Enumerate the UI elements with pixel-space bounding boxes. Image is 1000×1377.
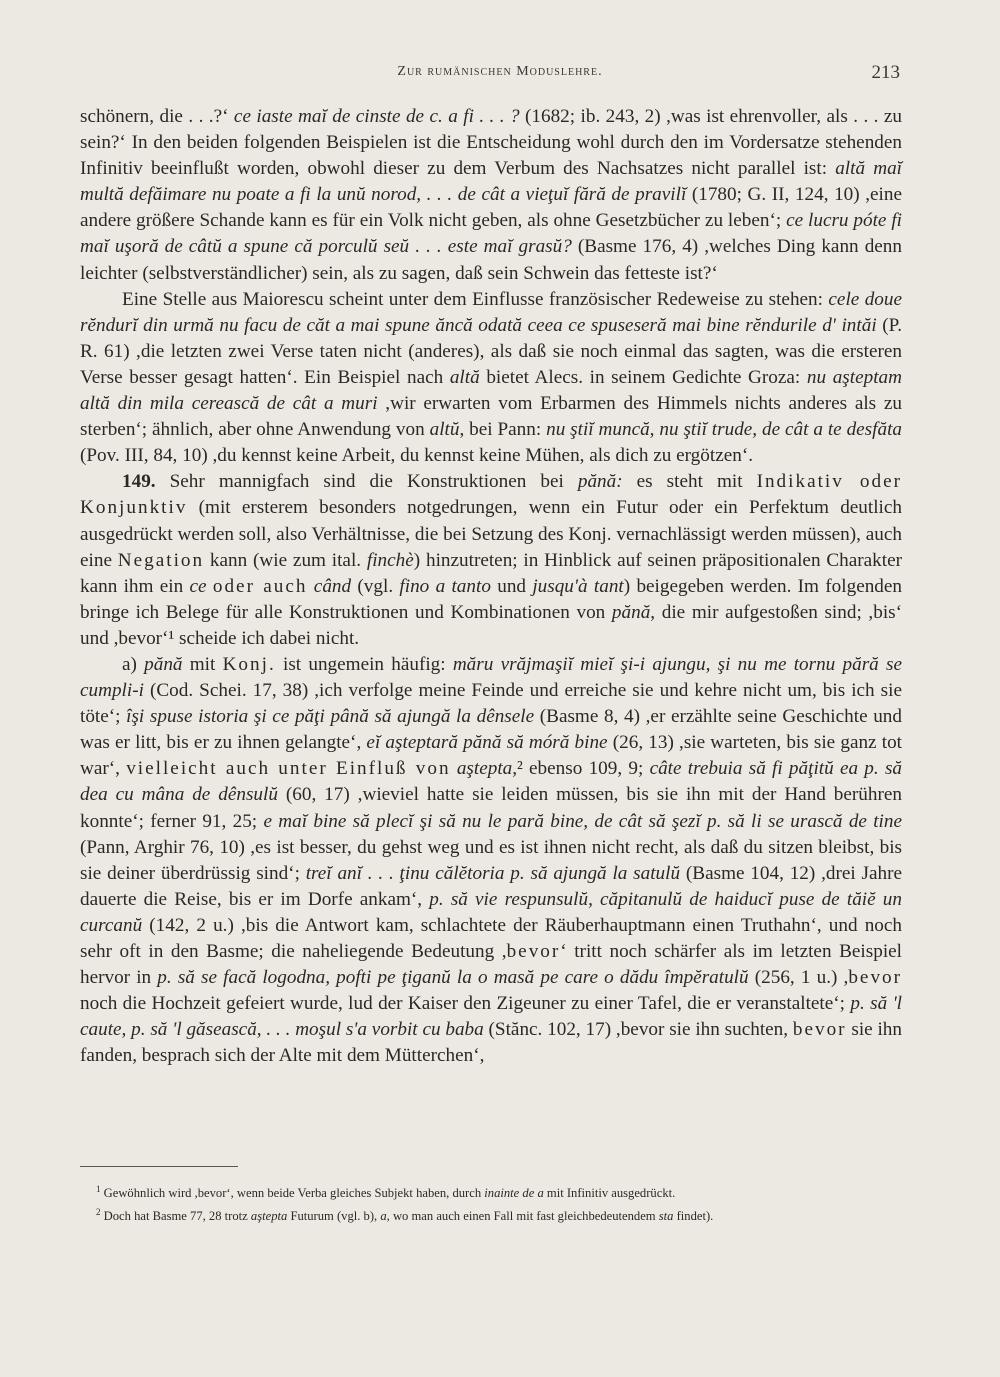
italic-text: altă maĭ multă defăimare nu poate a fi la unŭ norod, . . . de cât a vieţuĭ fără de pravilĭ [80,158,902,206]
text-run: , wo man auch einen Fall mit fast gleichbedeutendem [386,1209,659,1224]
italic-text: îşi spuse istoria şi ce păţi până să ajungă la dênsele [126,706,535,728]
italic-text: pănă: [577,471,623,493]
italic-text: eĭ aşteptară pănă să móră bine [366,732,608,754]
italic-text: inainte de a [484,1186,544,1201]
text-run: (vgl. [351,575,400,597]
text-run: Eine Stelle aus Maiorescu scheint unter dem Einflusse französischer Redeweise zu stehen: [122,288,829,310]
spaced-text: Negation [117,549,205,571]
text-run: und [490,575,533,597]
italic-text: când [313,575,352,597]
spaced-text: oder auch [212,575,308,597]
spaced-text: Konj. [222,653,276,675]
text-run: ) beigegeben werden. Im folgenden bringe ich Belege für alle Konstruktionen und Kombinationen von [80,575,903,623]
footnote-mark: 1 [96,1184,101,1194]
text-run: (1780; G. II, 124, 10) ,eine andere größere Schande kann es für ein Volk nicht geben, als ohne Gesetzbücher zu leben‘; [80,184,902,232]
italic-text: ce lucru póte fi maĭ uşoră de câtŭ a spune că porculŭ seŭ . . . este maĭ grasŭ? [80,210,902,258]
text-run: (Cod. Schei. 17, 38) ,ich verfolge meine Feinde und erreiche sie und kehre nicht um, bis ich sie töte‘; [80,680,902,728]
footnotes [80,1180,910,1226]
italic-text: jusqu'à tant [532,575,624,597]
text-run: (142, 2 u.) ,bis die Antwort kam, schlachtete der Räuberhauptmann einen Truthahn‘, und noch sehr oft in den Basme; die naheliegende Bedeutung , [80,914,902,962]
text-run: ) hinzutreten; in Hinblick auf seinen präpositionalen Charakter kann ihm ein [80,549,902,597]
paragraph [80,652,902,1070]
text-run: (Pov. III, 84, 10) ,du kennst keine Arbeit, du kennst keine Mühen, als dich zu ergötzen‘. [80,445,754,467]
footnote [80,1203,910,1226]
spaced-text: bevor [506,941,561,962]
italic-text: aştepta, [456,758,518,780]
text-run: (256, 1 u.) , [748,967,849,989]
text-run: findet). [673,1209,714,1224]
text-run: ‘ tritt noch schärfer als im letzten Beispiel hervor in [80,941,902,989]
italic-text: p. să se facă logodna, pofti pe ţiganŭ la o masă pe care o dădu împĕratulŭ [157,967,749,989]
body-text [80,104,902,1069]
text-run: ² ebenso 109, 9; [517,758,650,780]
text-run: (Basme 104, 12) ,drei Jahre dauerte die Reise, bis er im Dorfe ankam‘, [80,862,902,910]
text-run: (26, 13) ,sie warteten, bis sie ganz tot war‘, [80,732,902,780]
text-run: schönern, die . . .?‘ [80,106,234,127]
italic-text: nu aşteptam altă din mila cerească de cât a muri [80,366,902,415]
text-run: kann (wie zum ital. [204,549,367,571]
spaced-text: vielleicht auch unter Einfluß von [126,758,451,780]
italic-text: fino a tanto [399,575,491,597]
italic-text: pănă [611,601,651,623]
text-run: a) [122,653,145,675]
spaced-text: bevor [792,1019,847,1041]
page-number: 213 [871,62,900,83]
text-run: (1682; ib. 243, 2) ,was ist ehrenvoller, als . . . zu sein?‘ In den beiden folgenden Beispielen ist die Entscheidung wohl durch den im Vordersatze stehenden Infinitiv beeinflußt worden, obwohl dieser zu dem Verbum des Nachsatzes nicht parallel ist: [80,106,902,180]
italic-text: altŭ [429,419,460,441]
text-run: , die mir aufgestoßen sind; ,bis‘ und ,bevor‘¹ scheide ich dabei nicht. [80,601,903,649]
text-run: (P. R. 61) ,die letzten zwei Verse taten nicht (anderes), als daß sie noch einmal das sagten, was die ersteren Verse besser gesagt hatten‘. Ein Beispiel nach [80,314,902,388]
italic-text: sta [658,1209,674,1224]
paragraph [80,287,902,470]
text-run: Sehr mannigfach sind die Konstruktionen bei [155,471,578,493]
italic-text: finchè [366,549,414,571]
section-number: 149. [122,471,156,493]
text-run: (Pann, Arghir 76, 10) ,es ist besser, du gehst weg und es ist ihnen nicht recht, als daß du sitzen bleibst, bis sie deiner überdrüssig sind‘; [80,836,902,884]
text-run: Futurum (vgl. b), [287,1209,381,1224]
italic-text: cele doue rĕndurĭ din urmă nu facu de căt a mai spune ăncă odată ceea ce spuseseră mai bine rĕndurile d' intăi [80,288,902,336]
italic-text: măru vrăjmaşiĭ mieĭ şi-i ajungu, şi nu me tornu pără se cumpli-i [80,653,902,702]
italic-text: p. să 'l caute, p. să 'l găsească, . . . moşul s'a vorbit cu baba [80,993,903,1041]
text-run: ist ungemein häufig: [275,653,453,675]
italic-text: a [380,1209,387,1224]
italic-text: altă [449,366,480,388]
italic-text: treĭ anĭ . . . ţinu călĕtoria p. să ajungă la satulŭ [305,862,681,884]
running-title: Zur rumänischen Moduslehre. [397,64,603,79]
italic-text: aştepta [250,1209,288,1224]
italic-text: ce iaste maĭ de cinste de c. a fi . . . ? [233,106,520,127]
text-run: es steht mit [622,471,757,493]
text-run: mit [182,653,223,675]
italic-text: nu ştiĭ muncă, nu ştiĭ trude, de cât a te desfăta [546,419,902,441]
text-run: (mit ersterem besonders notgedrungen, wenn ein Futur oder ein Perfektum deutlich ausgedrückt werden soll, also Verhältnisse, die bei Setzung des Konj. vernachlässigt werden müssen), auch eine [80,497,902,571]
footnote [80,1180,910,1203]
italic-text: p. să vie respunsulŭ, căpitanulŭ de haiducĭ puse de tăiĕ un curcanŭ [80,888,902,936]
text-run: , bei Pann: [459,419,547,441]
text-run: (60, 17) ,wieviel hatte sie leiden müssen, bis sie ihn mit der Hand berühren konnte‘; ferner 91, 25; [80,784,902,832]
text-run: sie ihn fanden, besprach sich der Alte mit dem Mütterchen‘, [80,1019,902,1067]
text-run: Gewöhnlich wird ,bevor‘, wenn beide Verba gleiches Subjekt haben, durch [103,1186,485,1201]
footnote-mark: 2 [96,1207,101,1218]
text-run: (Stănc. 102, 17) ,bevor sie ihn suchten, [483,1019,793,1041]
spaced-text: bevor [848,967,903,989]
footnote-rule [80,1166,238,1167]
text-run: noch die Hochzeit gefeiert wurde, lud der Kaiser den Zigeuner zu einer Tafel, die er veranstaltete‘; [80,993,851,1015]
paragraph [80,469,902,652]
text-run: Doch hat Basme 77, 28 trotz [103,1209,251,1224]
text-run: mit Infinitiv ausgedrückt. [543,1186,676,1201]
spaced-text: Indikativ oder Konjunktiv [80,471,902,519]
paragraph [80,104,902,287]
running-head [80,64,920,88]
text-run: ,wir erwarten vom Erbarmen des Himmels nichts anderes als zu sterben‘; ähnlich, aber ohne Anwendung von [80,393,902,441]
text-run: bietet Alecs. in seinem Gedichte Groza: [479,366,807,388]
text-run: (Basme 176, 4) ,welches Ding kann denn leichter (selbstverständlicher) sein, als zu sagen, daß sein Schwein das fetteste ist?‘ [80,236,902,284]
italic-text: e maĭ bine să plecĭ şi să nu le pară bine, de cât să şezĭ p. să li se urască de tine [263,810,902,832]
italic-text: pănă [144,653,183,675]
text-run: (Basme 8, 4) ,er erzählte seine Geschichte und was er litt, bis er zu ihnen gelangte‘, [80,706,902,754]
italic-text: câte trebuia să fi păţitŭ ea p. să dea cu mâna de dênsulŭ [80,758,903,806]
italic-text: ce [189,575,207,597]
